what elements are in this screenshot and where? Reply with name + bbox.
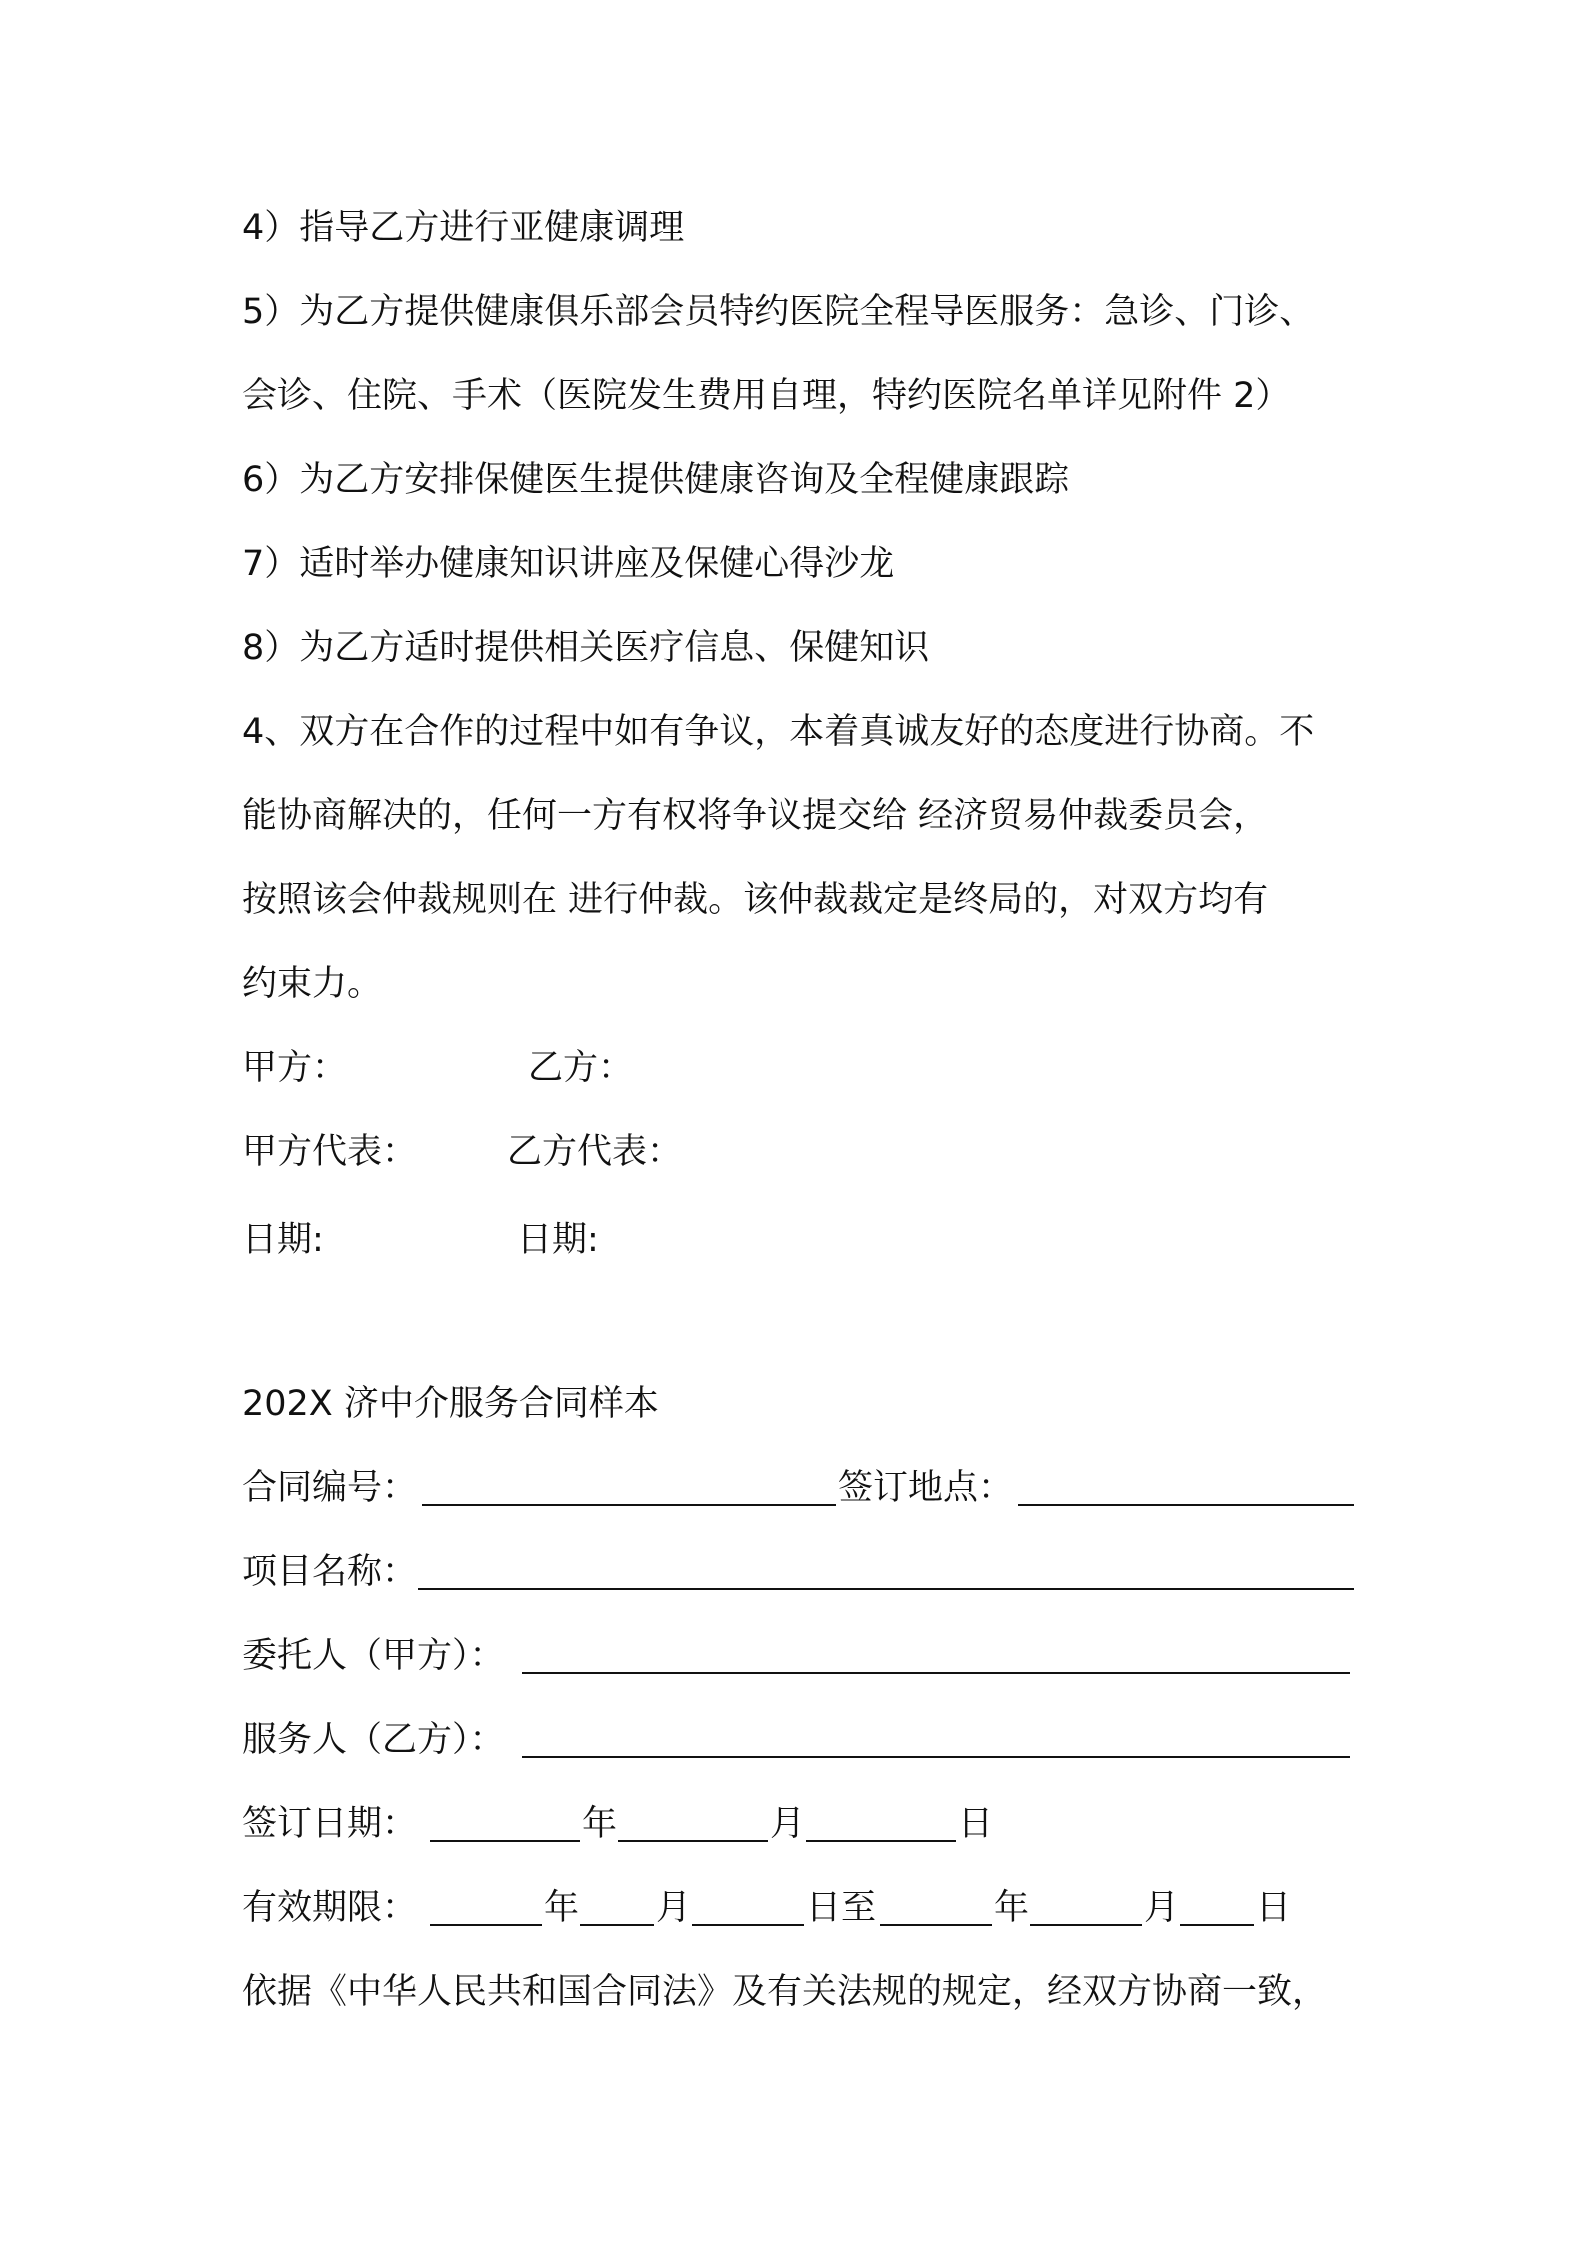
- signing-year-unit: 年: [582, 1804, 618, 1844]
- validity-label: 有效期限：: [242, 1888, 418, 1928]
- dispute-clause-line-1: 4、双方在合作的过程中如有争议，本着真诚友好的态度进行协商。不: [242, 712, 1315, 752]
- client-label: 委托人（甲方）：: [242, 1636, 505, 1676]
- service-item-5-continued: 会诊、住院、手术（医院发生费用自理，特约医院名单详见附件 2）: [242, 376, 1291, 416]
- dispute-clause-line-4: 约束力。: [242, 964, 383, 1004]
- project-name-label: 项目名称：: [242, 1552, 418, 1592]
- contract-number-field[interactable]: [422, 1504, 836, 1506]
- signing-day-unit: 日: [958, 1804, 994, 1844]
- validity-end-year-unit: 年: [994, 1888, 1030, 1928]
- dispute-clause-line-3: 按照该会仲裁规则在 进行仲裁。该仲裁裁定是终局的，对双方均有: [242, 880, 1269, 920]
- validity-start-year-field[interactable]: [430, 1924, 542, 1926]
- client-field[interactable]: [522, 1672, 1350, 1674]
- service-item-5: 5）为乙方提供健康俱乐部会员特约医院全程导医服务：急诊、门诊、: [242, 292, 1315, 332]
- validity-end-year-field[interactable]: [880, 1924, 992, 1926]
- signing-year-field[interactable]: [430, 1840, 580, 1842]
- signing-day-field[interactable]: [806, 1840, 956, 1842]
- validity-end-month-field[interactable]: [1030, 1924, 1142, 1926]
- contract-number-label: 合同编号：: [242, 1468, 418, 1508]
- service-item-7: 7）适时举办健康知识讲座及保健心得沙龙: [242, 544, 895, 584]
- party-a-date-label: 日期:: [242, 1220, 324, 1260]
- party-a-rep-label: 甲方代表：: [242, 1132, 418, 1172]
- validity-start-day-field[interactable]: [692, 1924, 804, 1926]
- validity-start-day-unit: 日至: [806, 1888, 877, 1928]
- service-item-8: 8）为乙方适时提供相关医疗信息、保健知识: [242, 628, 930, 668]
- validity-end-day-field[interactable]: [1180, 1924, 1254, 1926]
- signing-month-unit: 月: [770, 1804, 806, 1844]
- signing-place-field[interactable]: [1018, 1504, 1354, 1506]
- provider-label: 服务人（乙方）：: [242, 1720, 505, 1760]
- party-b-rep-label: 乙方代表：: [507, 1132, 683, 1172]
- party-a-label: 甲方：: [242, 1048, 348, 1088]
- signing-date-label: 签订日期：: [242, 1804, 418, 1844]
- service-item-6: 6）为乙方安排保健医生提供健康咨询及全程健康跟踪: [242, 460, 1070, 500]
- party-b-date-label: 日期:: [517, 1220, 599, 1260]
- service-item-4: 4）指导乙方进行亚健康调理: [242, 208, 685, 248]
- validity-start-year-unit: 年: [544, 1888, 580, 1928]
- provider-field[interactable]: [522, 1756, 1350, 1758]
- validity-start-month-field[interactable]: [580, 1924, 654, 1926]
- project-name-field[interactable]: [418, 1588, 1354, 1590]
- signing-place-label: 签订地点：: [838, 1468, 1014, 1508]
- validity-end-day-unit: 日: [1256, 1888, 1292, 1928]
- party-b-label: 乙方：: [528, 1048, 634, 1088]
- validity-end-month-unit: 月: [1144, 1888, 1180, 1928]
- signing-month-field[interactable]: [618, 1840, 768, 1842]
- contract-title: 202X 济中介服务合同样本: [242, 1384, 659, 1424]
- dispute-clause-line-2: 能协商解决的，任何一方有权将争议提交给 经济贸易仲裁委员会，: [242, 796, 1269, 836]
- contract-basis-text: 依据《中华人民共和国合同法》及有关法规的规定，经双方协商一致，: [242, 1972, 1328, 2012]
- validity-start-month-unit: 月: [656, 1888, 692, 1928]
